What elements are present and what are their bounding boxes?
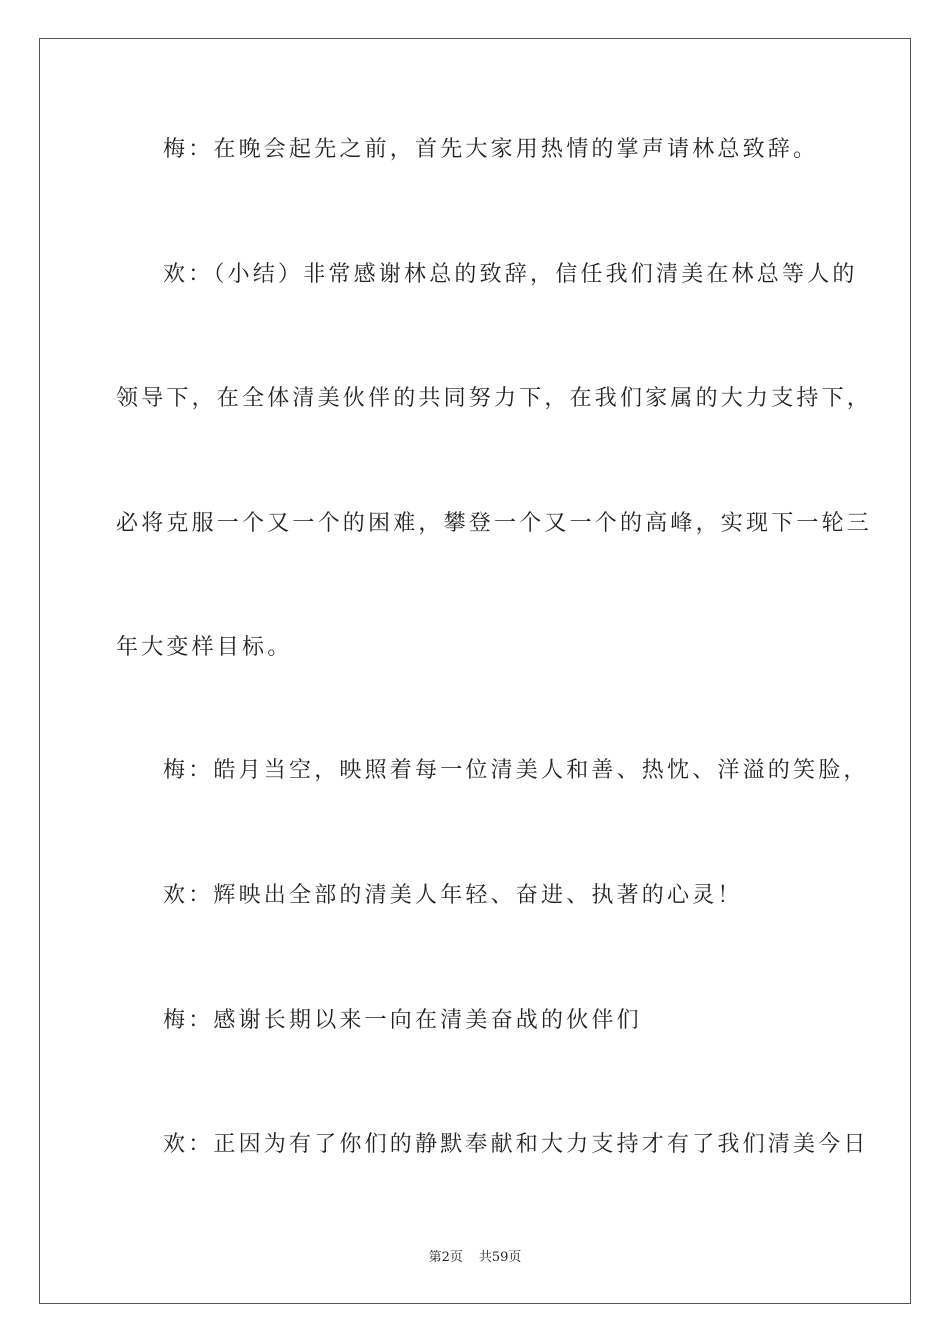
text-line-3: 领导下，在全体清美伙伴的共同努力下，在我们家属的大力支持下， bbox=[116, 386, 873, 411]
text-line-2: 欢：（小结）非常感谢林总的致辞，信任我们清美在林总等人的 bbox=[163, 262, 858, 287]
text-line-9: 欢：正因为有了你们的静默奉献和大力支持才有了我们清美今日 bbox=[163, 1132, 869, 1157]
text-line-4: 必将克服一个又一个的困难，攀登一个又一个的高峰，实现下一轮三 bbox=[116, 511, 873, 536]
text-line-1: 梅：在晚会起先之前，首先大家用热情的掌声请林总致辞。 bbox=[163, 137, 819, 162]
text-line-7: 欢：辉映出全部的清美人年轻、奋进、执著的心灵！ bbox=[163, 883, 743, 908]
page-number: 第2页 bbox=[428, 1250, 463, 1265]
text-line-5: 年大变样目标。 bbox=[116, 635, 293, 660]
page-frame bbox=[39, 38, 911, 1304]
page-total: 共59页 bbox=[478, 1250, 522, 1265]
text-line-6: 梅：皓月当空，映照着每一位清美人和善、热忱、洋溢的笑脸， bbox=[163, 758, 869, 783]
page-footer bbox=[0, 1246, 950, 1265]
text-line-8: 梅：感谢长期以来一向在清美奋战的伙伴们 bbox=[163, 1008, 642, 1033]
